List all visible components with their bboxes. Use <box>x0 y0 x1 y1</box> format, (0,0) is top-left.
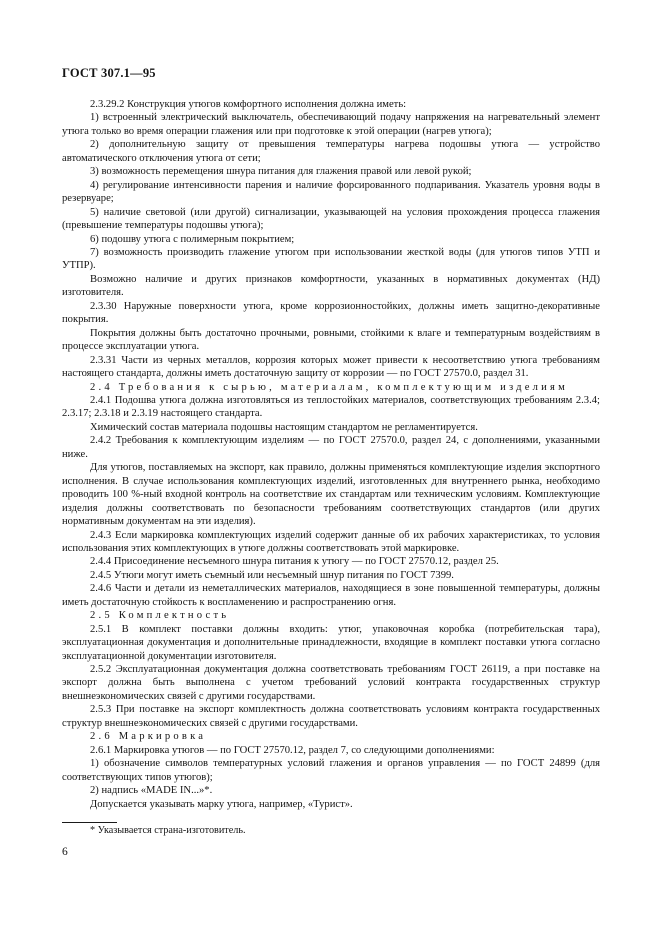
standard-header: ГОСТ 307.1—95 <box>62 66 156 80</box>
chemical-composition-paragraph: Химический состав материала подошвы настоящим стандартом не регламентируется. <box>90 421 478 433</box>
list-item-2: 2) дополнительную защиту от превышения температуры нагрева подошвы утюга — устройство автоматического отключения утюга от сети; <box>62 139 600 164</box>
clause-2-4-5: 2.4.5 Утюги могут иметь съемный или несъемный шнур питания по ГОСТ 7399. <box>90 569 454 581</box>
section-heading-2-5: 2.5 Комплектность <box>90 610 230 622</box>
page-number: 6 <box>62 846 68 858</box>
clause-2-5-1: 2.5.1 В комплект поставки должны входить: утюг, упаковочная коробка (потребительская тара), эксплуатационная документация и дополнительные принадлежности, входящие в комплект поставки утюга согласно эксплуатационной документации изготовителя. <box>62 623 600 662</box>
section-heading-2-4: 2.4 Требования к сырью, материалам, комплектующим изделиям <box>90 381 569 393</box>
clause-2-5-3: 2.5.3 При поставке на экспорт комплектность должна соответствовать условиям контракта государственных структур внешнеэкономических связей с другими государствами. <box>62 704 600 729</box>
export-components-paragraph: Для утюгов, поставляемых на экспорт, как правило, должны применяться комплектующие изделия экспортного исполнения. В случае использования комплектующих изделий, изготовленных для внутреннего рынка, необходимо проводить 100 %-ный входной контроль на соответствие их стандартам или техническим условиям. Комплектующие изделия должны соответствовать по безопасности требованиям соответствующих стандартов (или других нормативным документам на эти изделия). <box>62 462 600 528</box>
clause-2-3-29-2: 2.3.29.2 Конструкция утюгов комфортного исполнения должна иметь: <box>90 99 407 110</box>
footnote: * Указывается страна-изготовитель. <box>90 825 246 836</box>
list-item-6: 6) подошву утюга с полимерным покрытием; <box>90 233 295 245</box>
list-item-3: 3) возможность перемещения шнура питания для глажения правой или левой рукой; <box>90 166 472 178</box>
marking-item-1: 1) обозначение символов температурных условий глажения и органов управления — по ГОСТ 24899 (для соответствующих типов утюгов); <box>62 758 600 783</box>
list-item-7: 7) возможность производить глажение утюгом при использовании жесткой воды (для утюгов типов УТП и УТПР). <box>62 246 600 272</box>
list-item-4: 4) регулирование интенсивности парения и наличие форсированного подпаривания. Указатель уровня воды в резервуаре; <box>62 179 600 205</box>
clause-2-3-30: 2.3.30 Наружные поверхности утюга, кроме коррозионностойких, должны иметь защитно-декоративные покрытия. <box>62 300 600 326</box>
comfort-note: Возможно наличие и других признаков комфортности, указанных в нормативных документах (НД) изготовителя. <box>62 273 600 299</box>
footnote-divider <box>62 822 117 823</box>
document-body <box>62 98 600 811</box>
clause-2-4-3: 2.4.3 Если маркировка комплектующих изделий содержит данные об их рабочих характеристиках, то условия использования этих комплектующих в утюге должны соответствовать этой маркировке. <box>62 529 600 554</box>
clause-2-6-1: 2.6.1 Маркировка утюгов — по ГОСТ 27570.12, раздел 7, со следующими дополнениями: <box>90 744 495 756</box>
clause-2-3-31: 2.3.31 Части из черных металлов, коррозия которых может привести к несоответствию утюга требованиям настоящего стандарта, должны иметь достаточную защиту от коррозии — по ГОСТ 27570.0, раздел 31. <box>62 354 600 380</box>
list-item-5: 5) наличие световой (или другой) сигнализации, указывающей на условия прохождения процесса глажения (превышение температуры подошвы утюга); <box>62 206 600 232</box>
brand-note: Допускается указывать марку утюга, например, «Турист». <box>90 798 353 810</box>
marking-item-2: 2) надпись «MADE IN...»*. <box>90 785 213 797</box>
clause-2-4-6: 2.4.6 Части и детали из неметаллических материалов, находящиеся в зоне повышенной температуры, должны иметь достаточную стойкость к воспламенению и распространению огня. <box>62 583 600 608</box>
clause-2-5-2: 2.5.2 Эксплуатационная документация должна соответствовать требованиям ГОСТ 26119, а при поставке на экспорт должна быть выполнена с учетом требований условий контракта государственных структур внешнеэкономических связей с другими государствами. <box>62 664 600 702</box>
clause-2-4-1: 2.4.1 Подошва утюга должна изготовляться из теплостойких материалов, соответствующих требованиям 2.3.4; 2.3.17; 2.3.18 и 2.3.19 настоящего стандарта. <box>62 394 600 420</box>
list-item-1: 1) встроенный электрический выключатель, обеспечивающий подачу напряжения на нагревательный элемент утюга только во время операции глажения или при подготовке к этой операции (нагрев утюга); <box>62 112 600 137</box>
section-heading-2-6: 2.6 Маркировка <box>90 731 207 743</box>
clause-2-4-2: 2.4.2 Требования к комплектующим изделиям — по ГОСТ 27570.0, раздел 24, с дополнениями, указанными ниже. <box>62 435 600 460</box>
coating-paragraph: Покрытия должны быть достаточно прочными, ровными, стойкими к влаге и температурным воздействиям в процессе эксплуатации утюга. <box>62 327 600 353</box>
clause-2-4-4: 2.4.4 Присоединение несъемного шнура питания к утюгу — по ГОСТ 27570.12, раздел 25. <box>90 556 499 568</box>
